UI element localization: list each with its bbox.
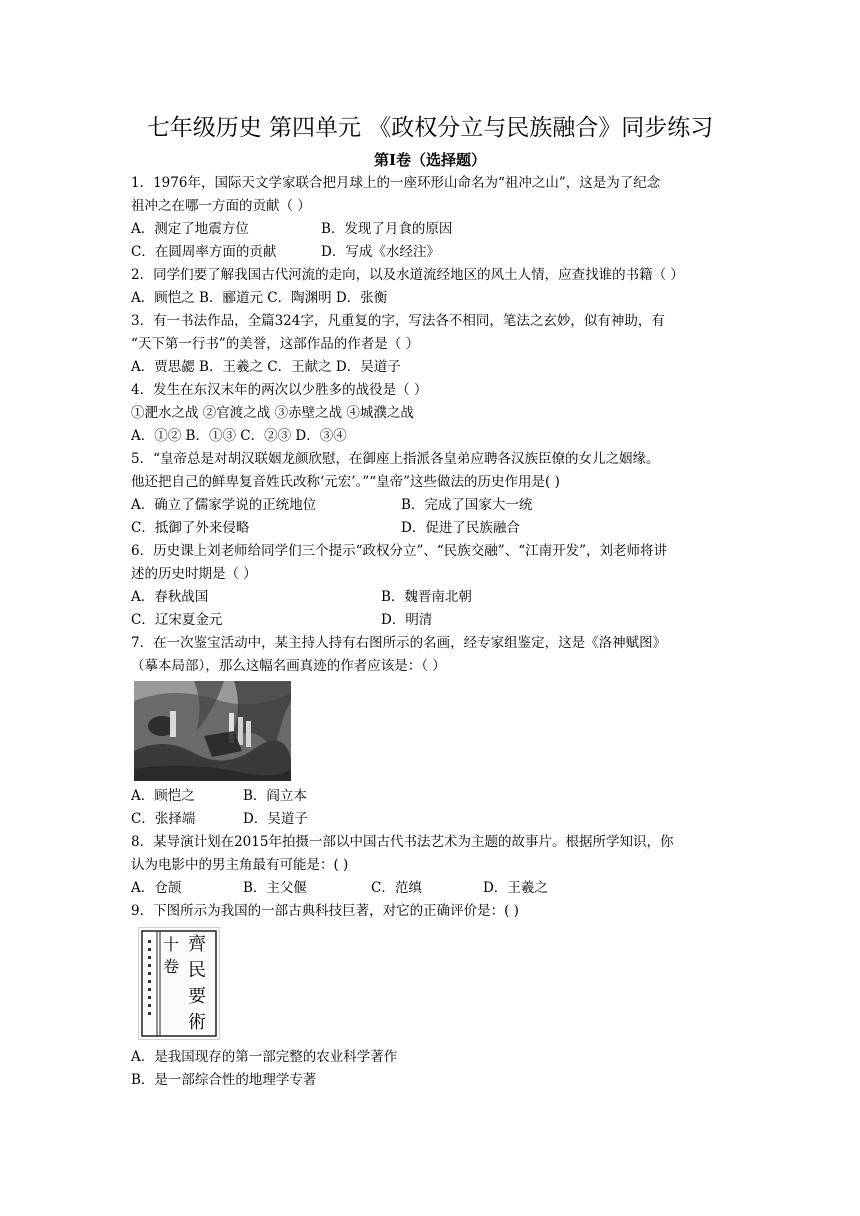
question-2-options: A．顾恺之 B．郦道元 C．陶渊明 D．张衡 [131, 290, 388, 306]
question-9-option-b: B．是一部综合性的地理学专著 [131, 1072, 317, 1088]
question-7-stem-line-1: 7．在一次鉴宝活动中，某主持人持有右图所示的名画，经专家组鉴定，这是《洛神赋图》 [131, 635, 667, 651]
question-4-stem-line-2: ①淝水之战 ②官渡之战 ③赤壁之战 ④城濮之战 [131, 405, 414, 421]
book-cover-illustration [139, 928, 219, 1039]
painting-illustration [134, 681, 291, 781]
option-b: B．阎立本 [243, 788, 307, 804]
question-1-options-row-1 [131, 218, 731, 241]
question-9-stem-line-1: 9．下图所示为我国的一部古典科技巨著，对它的正确评价是：( ) [131, 903, 519, 919]
option-c: C．范缜 [371, 880, 422, 896]
question-9-option-a: A．是我国现存的第一部完整的农业科学著作 [131, 1049, 398, 1065]
option-d: D．写成《水经注》 [321, 244, 440, 260]
question-6-stem-line-2: 述的历史时期是（ ） [131, 566, 257, 582]
volume-char-1: 十 [162, 935, 180, 954]
question-7 [131, 632, 731, 831]
option-a: A．顾恺之 [131, 788, 195, 804]
title-char-1: 齊 [188, 934, 206, 955]
question-7-options-row-2 [131, 808, 731, 831]
option-c: C．张择端 [131, 811, 196, 827]
option-c: C．抵御了外来侵略 [131, 520, 250, 536]
qimin-yaoshu-cover-image [138, 927, 220, 1040]
question-1-stem-line-1: 1．1976年，国际天文学家联合把月球上的一座环形山命名为“祖冲之山”，这是为了纪念 [131, 175, 661, 191]
option-a: A．确立了儒家学说的正统地位 [131, 497, 317, 513]
title-char-4: 術 [188, 1012, 206, 1033]
question-5 [131, 448, 731, 540]
question-6 [131, 540, 731, 632]
question-4 [131, 379, 731, 448]
question-3-options: A．贾思勰 B．王羲之 C．王献之 D．吴道子 [131, 359, 401, 375]
option-b: B．主父偃 [243, 880, 307, 896]
section-subtitle: 第Ⅰ卷（选择题） [373, 151, 487, 169]
question-1-stem-line-2: 祖冲之在哪一方面的贡献（ ） [131, 198, 311, 214]
question-7-stem-line-2: （摹本局部），那么这幅名画真迹的作者应该是：（ ） [131, 658, 446, 674]
title-char-3: 要 [188, 986, 206, 1007]
question-2 [131, 264, 731, 310]
question-8-stem-line-1: 8．某导演计划在2015年拍摄一部以中国古代书法艺术为主题的故事片。根据所学知识，你 [131, 834, 674, 850]
option-d: D．促进了民族融合 [401, 520, 520, 536]
option-a: A．春秋战国 [131, 589, 209, 605]
question-6-stem-line-1: 6．历史课上刘老师给同学们三个提示“政权分立”、“民族交融”、“江南开发”，刘老师将讲 [131, 543, 667, 559]
question-list [131, 172, 731, 1092]
question-5-options-row-2 [131, 517, 731, 540]
question-1-options-row-2 [131, 241, 731, 264]
question-2-stem-line-1: 2．同学们要了解我国古代河流的走向，以及水道流经地区的风土人情，应查找谁的书籍（ ） [131, 267, 684, 283]
title-char-2: 民 [188, 960, 206, 981]
volume-char-2: 卷 [162, 957, 180, 976]
option-a: A．仓颉 [131, 880, 182, 896]
option-b: B．完成了国家大一统 [401, 497, 533, 513]
question-3-stem-line-2: “天下第一行书”的美誉，这部作品的作者是（ ） [131, 336, 420, 352]
luoshen-painting-image [134, 681, 291, 781]
question-6-options-row-1 [131, 586, 731, 609]
question-5-options-row-1 [131, 494, 731, 517]
question-1 [131, 172, 731, 264]
question-9 [131, 900, 731, 1092]
question-4-options: A．①② B．①③ C．②③ D．③④ [131, 428, 347, 444]
option-c: C．在圆周率方面的贡献 [131, 244, 277, 260]
option-b: B．发现了月食的原因 [321, 221, 453, 237]
question-8 [131, 831, 731, 900]
page-title: 七年级历史 第四单元 《政权分立与民族融合》同步练习 [146, 115, 714, 141]
option-d: D．明清 [381, 612, 433, 628]
question-7-options-row-1 [131, 785, 731, 808]
question-5-stem-line-1: 5．“皇帝总是对胡汉联姻龙颜欣慰，在御座上指派各皇弟应聘各汉族臣僚的女儿之姻缘。 [131, 451, 660, 467]
option-b: B．魏晋南北朝 [381, 589, 472, 605]
option-d: D．王羲之 [483, 880, 548, 896]
question-5-stem-line-2: 他还把自己的鲜卑复音姓氏改称‘元宏’。”“皇帝”这些做法的历史作用是( ) [131, 474, 560, 490]
question-6-options-row-2 [131, 609, 731, 632]
question-8-options [131, 877, 731, 900]
option-a: A．测定了地震方位 [131, 221, 249, 237]
question-3-stem-line-1: 3．有一书法作品，全篇324字，凡重复的字，写法各不相同，笔法之玄妙，似有神助，有 [131, 313, 665, 329]
question-8-stem-line-2: 认为电影中的男主角最有可能是：( ) [131, 857, 349, 873]
option-c: C．辽宋夏金元 [131, 612, 223, 628]
question-4-stem-line-1: 4．发生在东汉末年的两次以少胜多的战役是（ ） [131, 382, 428, 398]
option-d: D．吴道子 [243, 811, 308, 827]
question-3 [131, 310, 731, 379]
